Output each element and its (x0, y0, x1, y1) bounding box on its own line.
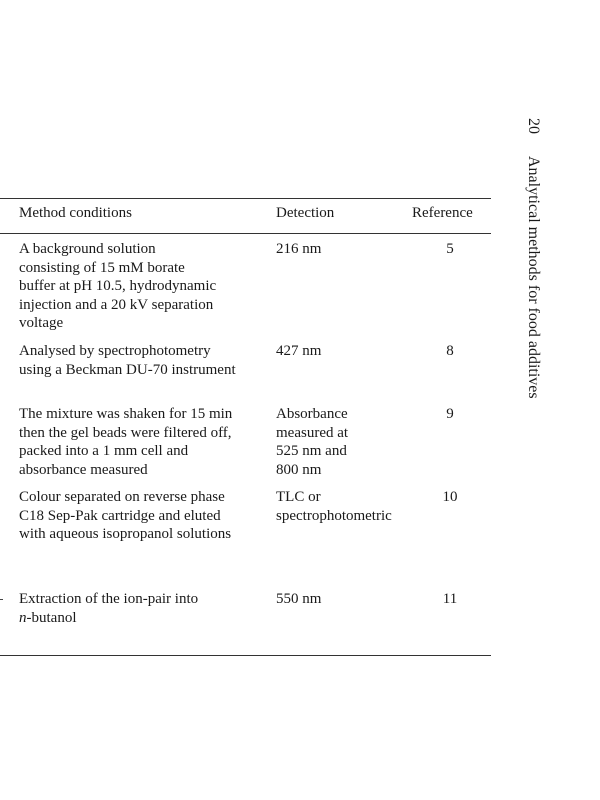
detection-cell: 216 nm (276, 241, 322, 257)
method-cell: Colour separated on reverse phase C18 Sep-Pak cartridge and eluted with aqueous isopropanol solutions (19, 489, 232, 543)
page-number: 20 (525, 118, 542, 134)
method-italic-prefix: n (19, 609, 27, 626)
method-cell (19, 590, 269, 627)
method-text: Extraction of the ion-pair into (19, 591, 199, 607)
method-cell: A background solution consisting of 15 mM borate buffer at pH 10.5, hydrodynamic injection and a 20 kV separation voltage (19, 241, 217, 332)
continuation-dash (0, 599, 3, 600)
reference-cell: 10 (442, 489, 458, 505)
table-header-rule (0, 233, 491, 234)
reference-cell: 11 (442, 591, 458, 607)
column-header-method: Method conditions (19, 205, 132, 221)
running-head (524, 118, 542, 399)
table-top-rule (0, 198, 491, 199)
method-cell: Analysed by spectrophotometry using a Beckman DU-70 instrument (19, 343, 236, 378)
detection-cell: TLC or spectrophotometric (276, 489, 392, 524)
column-header-detection: Detection (276, 205, 335, 221)
detection-cell: 550 nm (276, 591, 322, 607)
reference-cell: 9 (446, 406, 454, 422)
method-text-suffix: -butanol (26, 609, 77, 626)
table-bottom-rule (0, 655, 491, 656)
reference-cell: 8 (446, 343, 454, 359)
method-cell: The mixture was shaken for 15 min then the gel beads were filtered off, packed into a 1 mm cell and absorbance measured (19, 406, 233, 478)
detection-cell: Absorbance measured at 525 nm and 800 nm (276, 406, 349, 478)
detection-cell: 427 nm (276, 343, 322, 359)
chapter-title: Analytical methods for food additives (525, 156, 542, 399)
column-header-reference: Reference (412, 205, 473, 221)
reference-cell: 5 (446, 241, 454, 257)
